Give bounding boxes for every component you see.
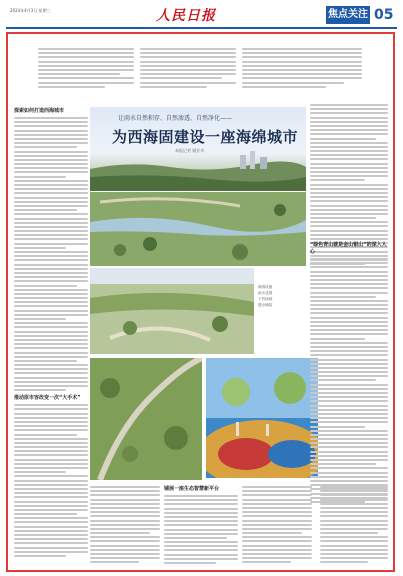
bottom-column-3 — [242, 486, 312, 566]
legend-item: 透水铺装 — [258, 303, 273, 307]
lede-column-1 — [38, 48, 134, 90]
aerial-park-scene — [90, 192, 306, 266]
lede-column-2 — [140, 48, 236, 90]
headline: 为西海固建设一座海绵城市 — [112, 128, 299, 146]
bottom-column-4 — [320, 486, 388, 566]
section-tag: 焦点关注 — [326, 6, 370, 24]
issue-date: 2024年4月3日 星期三 — [10, 8, 51, 13]
masthead-rule — [6, 27, 397, 29]
headline-kicker: 让雨水自然积存、自然渗透、自然净化—— — [118, 115, 233, 122]
subhead-2: 推动原市容改变一次“大手术” — [14, 395, 81, 402]
legend-item: 雨水花园 — [258, 291, 273, 295]
lede-column-3 — [242, 48, 362, 90]
subhead-3: “绿色青山就是金山银山”的深入人心 — [310, 242, 387, 255]
aerial-park-photo — [90, 192, 306, 266]
playground-photo — [206, 358, 318, 478]
bottom-column-2 — [164, 482, 238, 566]
green-path-scene — [90, 358, 202, 480]
newspaper-logo: 人民日报 — [156, 8, 216, 24]
left-column — [14, 104, 88, 559]
page-number: 05 — [374, 7, 394, 23]
byline: 本报记者 姚亚奇 — [175, 148, 205, 153]
right-column-mid — [310, 238, 388, 505]
subhead-4: 铺展一座生态智慧新平台 — [164, 486, 220, 492]
legend-item: 下凹绿地 — [258, 297, 273, 301]
legend-item: 海绵设施 — [258, 285, 273, 289]
masthead — [8, 4, 395, 28]
bottom-column-1 — [90, 486, 160, 566]
green-path-photo — [90, 358, 202, 480]
subhead-1: 探索如何打造西海城市 — [14, 108, 65, 114]
garden-scene — [90, 268, 254, 354]
playground-scene — [206, 358, 318, 478]
photo-legend — [258, 284, 308, 308]
garden-photo — [90, 268, 254, 354]
